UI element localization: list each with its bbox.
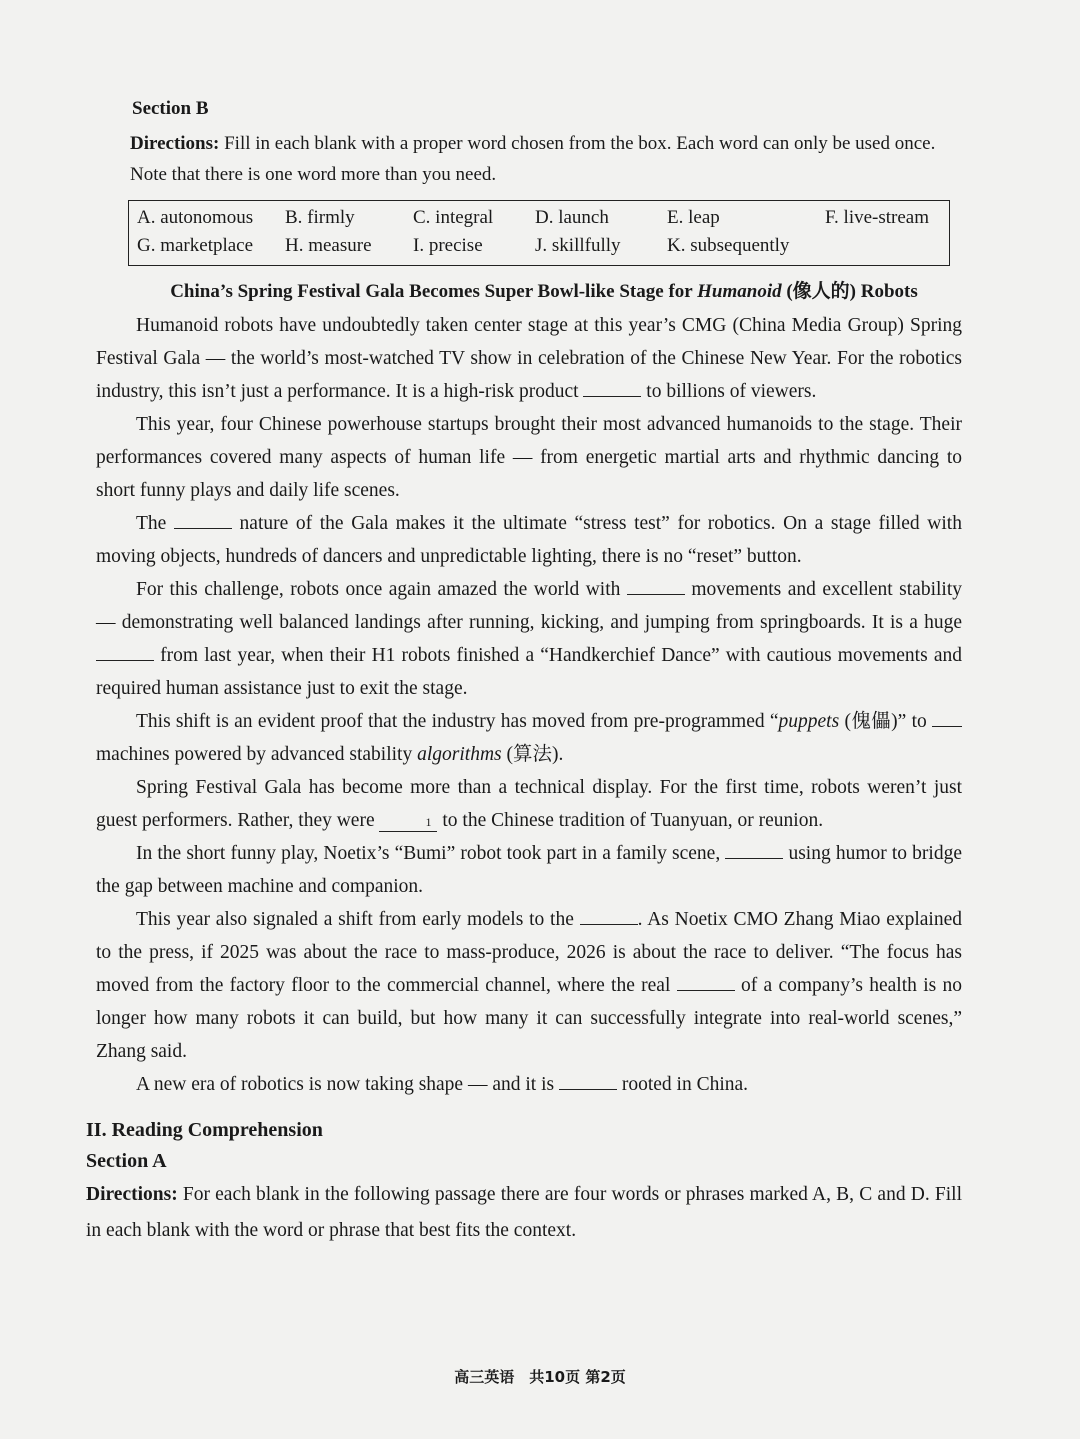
word-option: F. live-stream — [825, 207, 930, 228]
paragraph-7 — [96, 837, 962, 903]
word-option: K. subsequently — [667, 235, 790, 256]
answer-blank[interactable]: 1 — [379, 813, 437, 832]
answer-blank[interactable] — [580, 906, 638, 925]
text: . As Noetix CMO Zhang Miao explained to the press, if 2025 was about the race to mass-produce, 2026 is about the race to deliver. “The focus has moved from the factory floor to the commercial channel, where the real — [96, 909, 963, 996]
word-box — [128, 200, 950, 266]
text: The — [136, 513, 174, 534]
text: (算法). — [501, 744, 564, 765]
paragraph-3 — [96, 507, 962, 573]
answer-blank[interactable] — [559, 1071, 617, 1090]
article-title — [126, 276, 962, 303]
word-box-empty-cell — [825, 235, 955, 257]
page-footer: 高三英语 共10页 第2页 — [454, 1368, 626, 1386]
directions-label: Directions: — [130, 133, 220, 154]
text: to billions of viewers. — [641, 381, 817, 402]
section-b-title: Section B — [132, 98, 209, 119]
text-italic: puppets — [778, 711, 840, 732]
text: In the short funny play, Noetix’s “Bumi” robot took part in a family scene, — [136, 843, 726, 864]
text: to the Chinese tradition of Tuanyuan, or reunion. — [437, 810, 824, 831]
answer-blank[interactable] — [932, 708, 962, 727]
answer-blank[interactable] — [96, 642, 154, 661]
text: Humanoid robots have undoubtedly taken center stage at this year’s CMG (China Media Group) Spring Festival Gala — the world’s most-watched TV show in celebration of the Chinese New Year. For the robotics industry, this isn’t just a performance. It is a high-risk product — [96, 315, 962, 402]
article-title-pre: China’s Spring Festival Gala Becomes Super Bowl-like Stage for — [170, 281, 698, 302]
text-italic: algorithms — [417, 744, 502, 765]
word-option: A. autonomous — [137, 207, 254, 228]
word-option: J. skillfully — [535, 235, 621, 256]
paragraph-6 — [96, 771, 962, 837]
directions-label: Directions: — [86, 1184, 178, 1205]
paragraph-4 — [96, 573, 962, 705]
answer-blank[interactable] — [583, 378, 641, 397]
paragraph-5 — [96, 705, 962, 771]
text: This shift is an evident proof that the industry has moved from pre-programmed “ — [136, 711, 779, 732]
paragraph-9 — [96, 1068, 962, 1101]
text: nature of the Gala makes it the ultimate “stress test” for robotics. On a stage filled with moving objects, hundreds of dancers and unpredictable lighting, there is no “reset” button. — [96, 513, 962, 567]
text: machines powered by advanced stability — [96, 744, 418, 765]
word-option: H. measure — [285, 235, 372, 256]
text: A new era of robotics is now taking shape — and it is — [136, 1074, 559, 1095]
text: of a company’s health is no longer how many robots it can build, but how many it can successfully integrate into real-world scenes,” Zhang said. — [96, 975, 962, 1062]
directions-text: Fill in each blank with a proper word chosen from the box. Each word can only be used once. Note that there is one word more than you need. — [130, 133, 936, 185]
directions-text: For each blank in the following passage there are four words or phrases marked A, B, C and D. Fill in each blank with the word or phrase that best fits the context. — [86, 1184, 962, 1241]
word-option: E. leap — [667, 207, 720, 228]
article-title-em: Humanoid — [697, 281, 782, 302]
paragraph-1 — [96, 309, 962, 408]
text: (傀儡)” to — [839, 711, 933, 732]
word-option: D. launch — [535, 207, 609, 228]
text: movements and excellent stability — demonstrating well balanced landings after running, kicking, and jumping from springboards. It is a huge — [96, 579, 963, 633]
paragraph-2: This year, four Chinese powerhouse startups brought their most advanced humanoids to the stage. Their performances covered many aspects of human life — from energetic martial arts and rhythmic dancing to short funny plays and daily life scenes. — [96, 414, 962, 501]
text: from last year, when their H1 robots finished a “Handkerchief Dance” with cautious movements and required human assistance just to exit the stage. — [96, 645, 962, 699]
paragraph-8 — [96, 903, 962, 1068]
text: For this challenge, robots once again amazed the world with — [136, 579, 627, 600]
answer-blank[interactable] — [174, 510, 232, 529]
text: using humor to bridge the gap between machine and companion. — [96, 843, 962, 897]
section-b-directions — [130, 128, 962, 190]
text: rooted in China. — [616, 1074, 749, 1095]
answer-blank[interactable] — [677, 972, 735, 991]
part-heading: II. Reading Comprehension — [86, 1119, 323, 1141]
word-option: G. marketplace — [137, 235, 254, 256]
word-option: C. integral — [413, 207, 494, 228]
article-title-post: (像人的) Robots — [781, 281, 918, 302]
answer-blank[interactable] — [627, 576, 685, 595]
text: Spring Festival Gala has become more than a technical display. For the first time, robots weren’t just guest performers. Rather, they were — [96, 777, 962, 831]
word-option: B. firmly — [285, 207, 355, 228]
section-a-title: Section A — [86, 1150, 167, 1172]
answer-blank[interactable] — [725, 840, 783, 859]
word-option: I. precise — [413, 235, 483, 256]
section-a-directions — [86, 1177, 962, 1249]
text: This year also signaled a shift from early models to the — [136, 909, 580, 930]
